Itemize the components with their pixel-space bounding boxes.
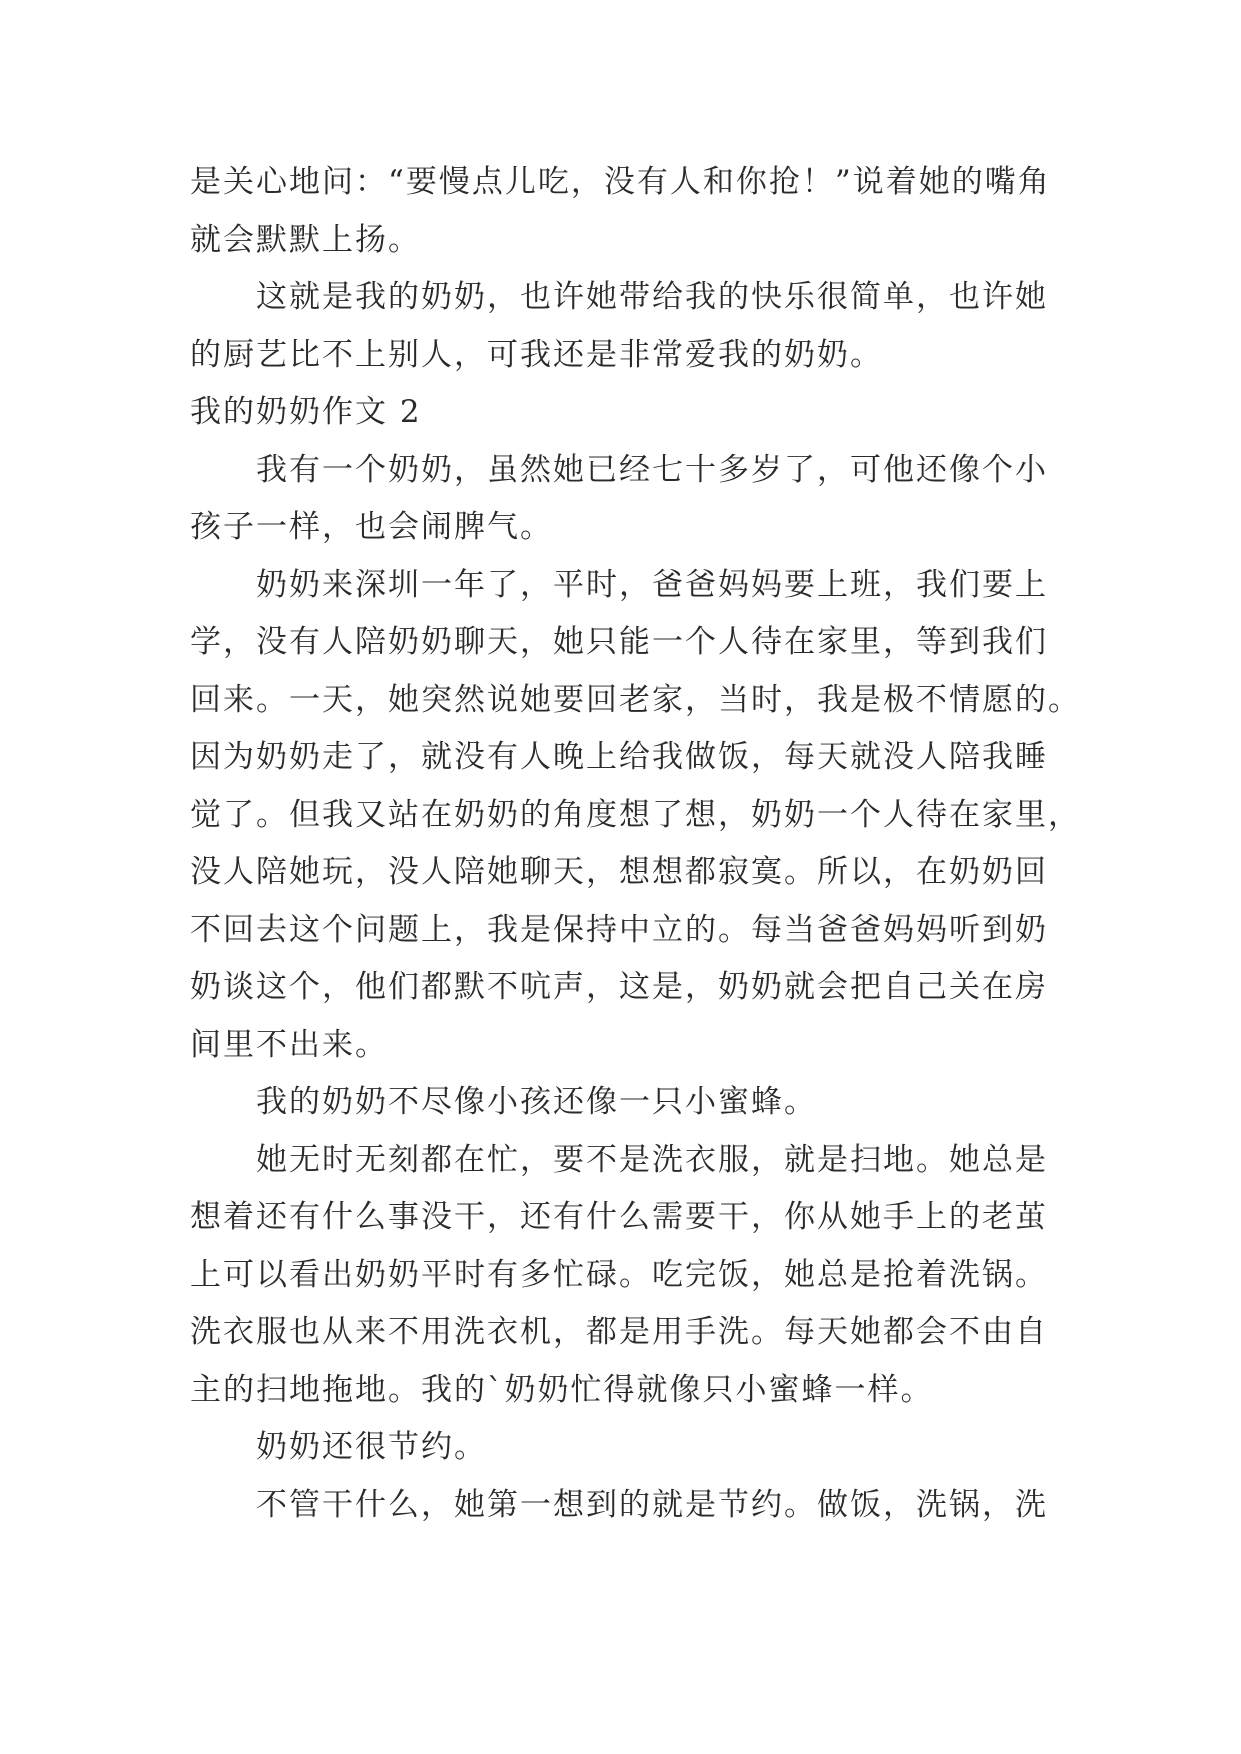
text-line: 孩子一样，也会闹脾气。 [190, 509, 553, 545]
text-line: 回来。一天，她突然说她要回老家，当时，我是极不情愿的。 [190, 681, 1081, 718]
text-line: 的厨艺比不上别人，可我还是非常爱我的奶奶。 [190, 336, 883, 373]
text-line: 想着还有什么事没干，还有什么需要干，你从她手上的老茧 [190, 1199, 1048, 1235]
text-line: 奶奶还很节约。 [256, 1429, 487, 1465]
text-line: 不回去这个问题上，我是保持中立的。每当爸爸妈妈听到奶 [190, 911, 1048, 948]
text-line: 没人陪她玩，没人陪她聊天，想想都寂寞。所以，在奶奶回 [190, 854, 1048, 890]
text-line: 我的奶奶不尽像小孩还像一只小蜜蜂。 [256, 1084, 817, 1120]
text-line: 觉了。但我又站在奶奶的角度想了想，奶奶一个人待在家里， [190, 796, 1081, 833]
text-line: 是关心地问：“要慢点儿吃，没有人和你抢！”说着她的嘴角 [190, 164, 1051, 200]
text-line: 主的扫地拖地。我的`奶奶忙得就像只小蜜蜂一样。 [190, 1371, 934, 1408]
text-line: 洗衣服也从来不用洗衣机，都是用手洗。每天她都会不由自 [190, 1314, 1048, 1350]
text-line: 因为奶奶走了，就没有人晚上给我做饭，每天就没人陪我睡 [190, 739, 1048, 775]
text-line: 不管干什么，她第一想到的就是节约。做饭，洗锅，洗 [256, 1486, 1048, 1523]
text-line: 学，没有人陪奶奶聊天，她只能一个人待在家里，等到我们 [190, 624, 1048, 660]
text-line: 就会默默上扬。 [190, 221, 421, 258]
text-line: 奶奶来深圳一年了，平时，爸爸妈妈要上班，我们要上 [256, 566, 1048, 603]
text-line: 奶谈这个，他们都默不吭声，这是，奶奶就会把自己关在房 [190, 969, 1048, 1005]
essay-body [190, 154, 1081, 1534]
text-line: 上可以看出奶奶平时有多忙碌。吃完饭，她总是抢着洗锅。 [190, 1256, 1048, 1293]
text-line: 我有一个奶奶，虽然她已经七十多岁了，可他还像个小 [256, 451, 1048, 488]
text-line: 这就是我的奶奶，也许她带给我的快乐很简单，也许她 [256, 279, 1048, 315]
text-line: 她无时无刻都在忙，要不是洗衣服，就是扫地。她总是 [256, 1141, 1048, 1178]
section-heading: 我的奶奶作文 2 [190, 394, 422, 430]
text-line: 间里不出来。 [190, 1026, 388, 1063]
